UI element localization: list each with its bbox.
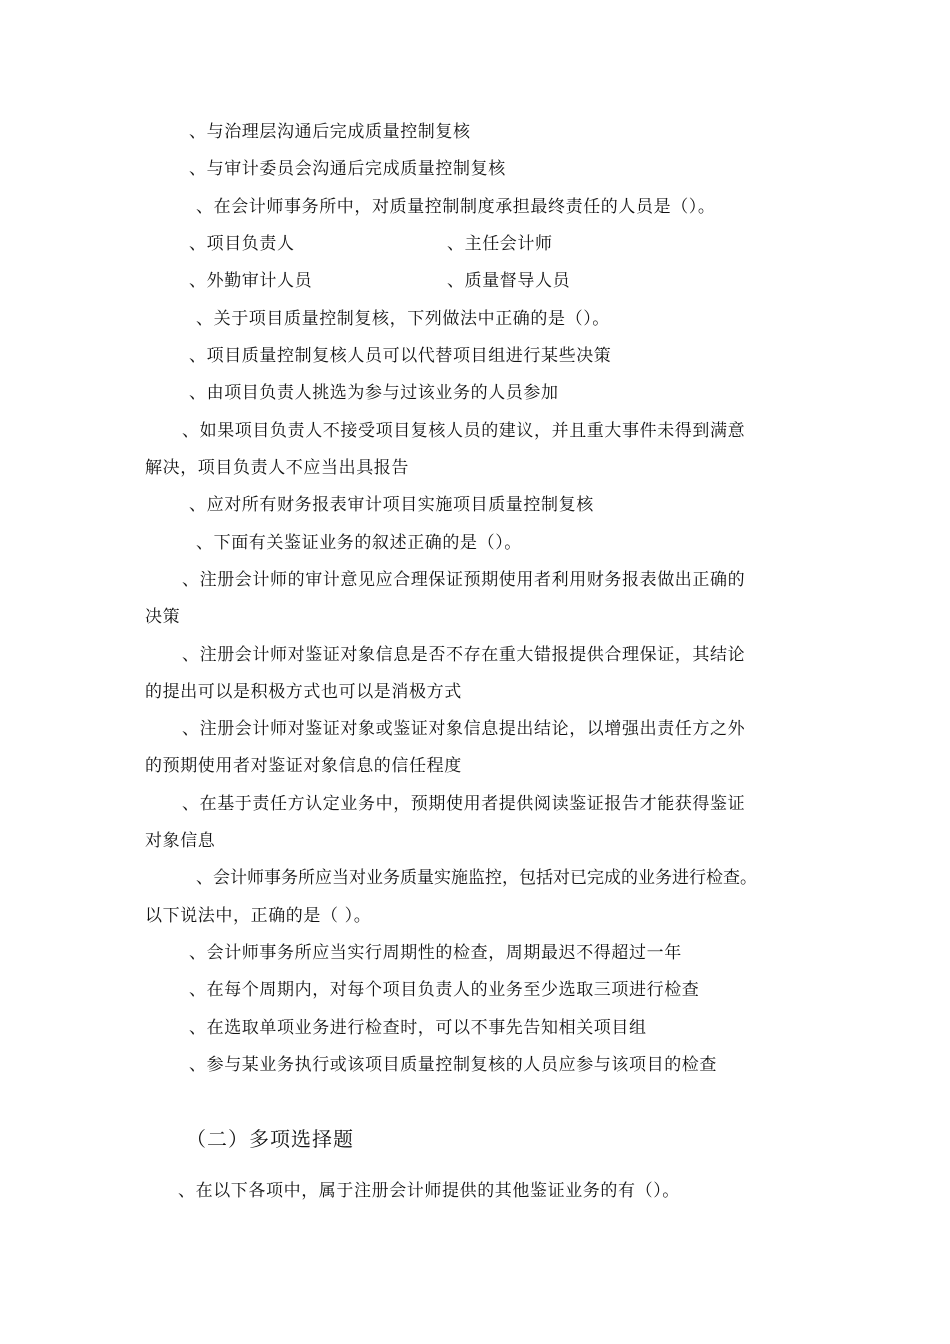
option-line: 、如果项目负责人不接受项目复核人员的建议，并且重大事件未得到满意 <box>182 421 746 441</box>
option-line-continued: 决策 <box>145 607 181 627</box>
option-line: 、注册会计师的审计意见应合理保证预期使用者利用财务报表做出正确的 <box>182 570 746 590</box>
option-line-continued: 的预期使用者对鉴证对象信息的信任程度 <box>145 756 462 776</box>
option-line: 、注册会计师对鉴证对象或鉴证对象信息提出结论，以增强出责任方之外 <box>182 719 746 739</box>
option-line: 、项目质量控制复核人员可以代替项目组进行某些决策 <box>189 346 612 366</box>
question-line: 、会计师事务所应当对业务质量实施监控，包括对已完成的业务进行检查。 <box>196 868 757 888</box>
question-line: 、在会计师事务所中，对质量控制制度承担最终责任的人员是（）。 <box>196 197 716 217</box>
question-line: 、在以下各项中，属于注册会计师提供的其他鉴证业务的有（）。 <box>178 1181 680 1201</box>
question-line: 、关于项目质量控制复核，下列做法中正确的是（）。 <box>196 309 610 329</box>
option-line: 、由项目负责人挑选为参与过该业务的人员参加 <box>189 383 559 403</box>
option-line: 、在每个周期内，对每个项目负责人的业务至少选取三项进行检查 <box>189 980 700 1000</box>
section-heading: （二）多项选择题 <box>186 1127 354 1151</box>
option-line: 、在基于责任方认定业务中，预期使用者提供阅读鉴证报告才能获得鉴证 <box>182 794 746 814</box>
option-line: 、与治理层沟通后完成质量控制复核 <box>189 122 471 142</box>
option-line: 、质量督导人员 <box>447 271 571 291</box>
option-line: 、应对所有财务报表审计项目实施项目质量控制复核 <box>189 495 594 515</box>
question-line-continued: 以下说法中，正确的是（ ）。 <box>145 906 372 926</box>
option-line-continued: 对象信息 <box>145 831 216 851</box>
option-line-continued: 解决，项目负责人不应当出具报告 <box>145 458 409 478</box>
option-line: 、项目负责人 <box>189 234 295 254</box>
option-line: 、在选取单项业务进行检查时，可以不事先告知相关项目组 <box>189 1018 647 1038</box>
option-line-continued: 的提出可以是积极方式也可以是消极方式 <box>145 682 462 702</box>
option-line: 、注册会计师对鉴证对象信息是否不存在重大错报提供合理保证，其结论 <box>182 645 746 665</box>
option-line: 、会计师事务所应当实行周期性的检查，周期最迟不得超过一年 <box>189 943 682 963</box>
option-line: 、主任会计师 <box>447 234 553 254</box>
option-line: 、参与某业务执行或该项目质量控制复核的人员应参与该项目的检查 <box>189 1055 717 1075</box>
question-line: 、下面有关鉴证业务的叙述正确的是（）。 <box>196 533 522 553</box>
option-line: 、与审计委员会沟通后完成质量控制复核 <box>189 159 506 179</box>
option-line: 、外勤审计人员 <box>189 271 313 291</box>
